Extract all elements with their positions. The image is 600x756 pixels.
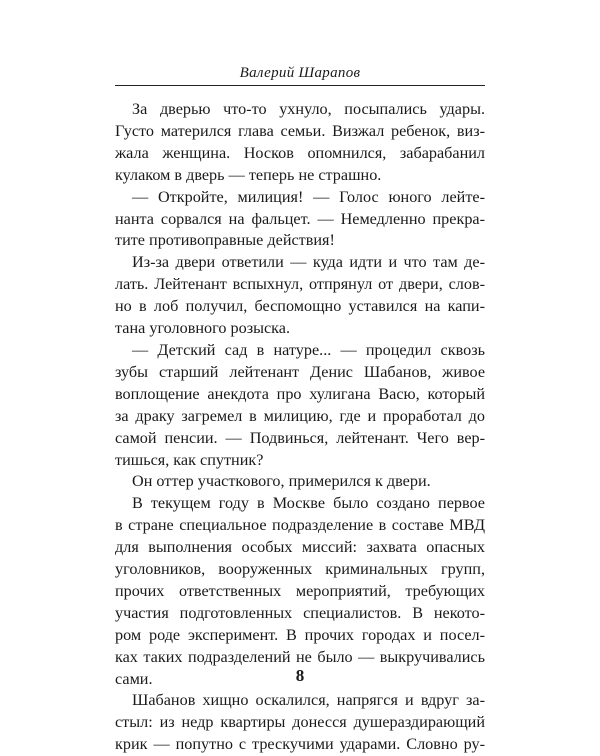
- header-rule: [115, 85, 485, 86]
- text-line: самой пенсии. — Подвинься, лейтенант. Чего вер-: [115, 428, 485, 447]
- text-line: нанта сорвался на фальцет. — Немедленно прекра-: [115, 209, 485, 228]
- text-line: За дверью что-то ухнуло, посыпались удары.: [132, 100, 485, 118]
- paragraph: [115, 340, 485, 471]
- page-number: 8: [295, 666, 305, 685]
- text-line: прочих ответственных мероприятий, требующих: [115, 581, 485, 600]
- text-line: но в лоб получил, беспомощно уставился на капи-: [115, 297, 485, 316]
- text-line: участия подготовленных специалистов. В некото-: [115, 603, 485, 622]
- text-line: тите противоправные действия!: [115, 231, 335, 250]
- text-line: ках таких подразделений не было — выкручивались: [115, 647, 485, 666]
- text-line: тана уголовного розыска.: [115, 319, 291, 338]
- text-line: зубы старший лейтенант Денис Шабанов, живое: [115, 362, 485, 381]
- text-line: в стране специальное подразделение в составе МВД: [115, 516, 485, 535]
- paragraph: [115, 252, 485, 340]
- text-line: стыл: из недр квартиры донесся душераздирающий: [115, 713, 485, 732]
- text-line: Из-за двери ответили — куда идти и что там де-: [132, 253, 485, 272]
- body-text: [115, 99, 485, 756]
- text-line: крик — попутно с трескучими ударами. Словно ру-: [115, 735, 485, 754]
- text-line: тишься, как спутник?: [115, 450, 264, 469]
- text-line: — Откройте, милиция! — Голос юного лейте-: [132, 187, 485, 206]
- paragraph: [115, 99, 485, 187]
- text-line: для выполнения особых миссий: захвата опасных: [115, 538, 485, 557]
- text-line: кулаком в дверь — теперь не страшно.: [115, 165, 382, 184]
- text-line: уголовников, вооруженных криминальных групп,: [115, 560, 485, 579]
- paragraph: [115, 187, 485, 253]
- text-line: за драку загремел в милицию, где и проработал до: [115, 406, 485, 425]
- text-line: лать. Лейтенант вспыхнул, отпрянул от двери, слов-: [115, 275, 485, 294]
- running-header: Валерий Шарапов: [239, 65, 361, 81]
- text-line: Шабанов хищно оскалился, напрягся и вдруг за-: [132, 691, 485, 710]
- text-line: ром роде эксперимент. В прочих городах и посел-: [115, 625, 485, 644]
- text-line: сами.: [115, 669, 153, 688]
- text-line: Густо матерился глава семьи. Визжал ребенок, виз-: [115, 121, 485, 140]
- text-line: жала женщина. Носков опомнился, забарабанил: [115, 143, 485, 162]
- paragraph: [115, 493, 485, 690]
- text-line: — Детский сад в натуре... — процедил сквозь: [132, 340, 485, 359]
- text-line: Он оттер участкового, примерился к двери.: [132, 472, 431, 491]
- paragraph: [115, 690, 485, 756]
- text-line: воплощение анекдота про хулигана Васю, который: [115, 384, 485, 403]
- text-line: В текущем году в Москве было создано первое: [132, 494, 485, 513]
- paragraph: [115, 471, 485, 493]
